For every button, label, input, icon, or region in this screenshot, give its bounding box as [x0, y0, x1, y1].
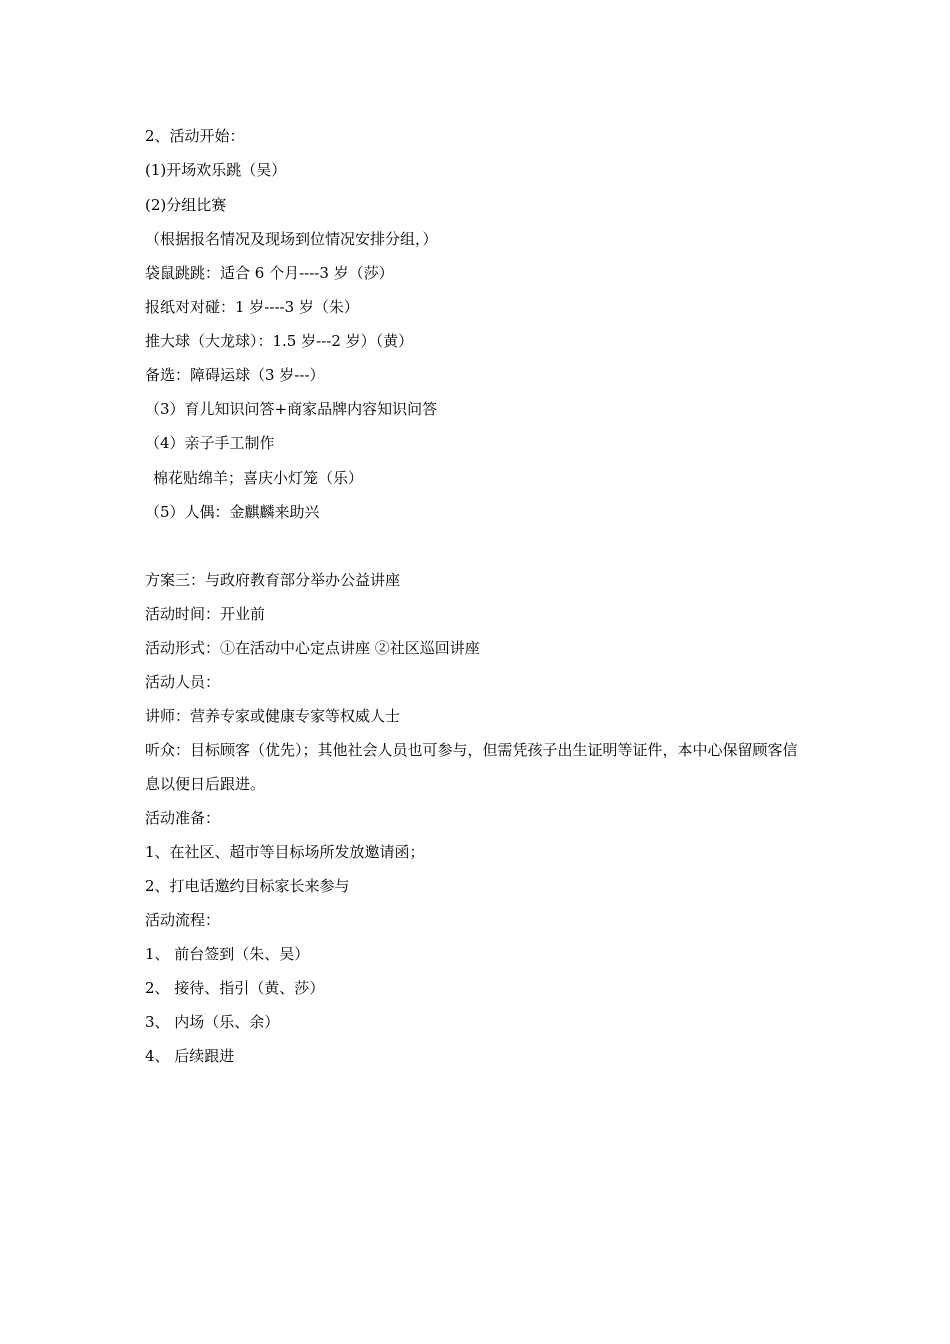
- newspaper-game-item: 报纸对对碰：1 岁----3 岁（朱）: [145, 298, 359, 316]
- process-step-3: 3、 内场（乐、余）: [145, 1013, 280, 1031]
- parenting-quiz-item: （3）育儿知识问答+商家品牌内容知识问答: [145, 400, 438, 418]
- preparation-step-1: 1、在社区、超市等目标场所发放邀请函；: [145, 843, 425, 861]
- plan-three-heading: 方案三：与政府教育部分举办公益讲座: [145, 571, 401, 589]
- process-step-4: 4、 后续跟进: [145, 1047, 235, 1065]
- process-step-2: 2、 接待、指引（黄、莎）: [145, 979, 325, 997]
- activity-time: 活动时间：开业前: [145, 605, 266, 623]
- activity-personnel: 活动人员：: [145, 673, 221, 691]
- mascot-item: （5）人偶：金麒麟来助兴: [145, 503, 320, 521]
- preparation-step-2: 2、打电话邀约目标家长来参与: [145, 877, 350, 895]
- activity-format: 活动形式：①在活动中心定点讲座 ②社区巡回讲座: [145, 639, 480, 657]
- lecturer-line: 讲师：营养专家或健康专家等权威人士: [145, 707, 401, 725]
- activity-start-heading: 2、活动开始：: [145, 127, 245, 145]
- process-step-1: 1、 前台签到（朱、吴）: [145, 945, 310, 963]
- audience-paragraph: 听众：目标顾客（优先）；其他社会人员也可参与，但需凭孩子出生证明等证件，本中心保留顾客信息以便日后跟进。: [145, 741, 798, 793]
- alternate-game-item: 备选：障碍运球（3 岁---）: [145, 366, 325, 384]
- handcraft-detail: 棉花贴绵羊；喜庆小灯笼（乐）: [153, 469, 364, 487]
- activity-preparation: 活动准备：: [145, 809, 221, 827]
- activity-process: 活动流程：: [145, 911, 221, 929]
- grouping-note: （根据报名情况及现场到位情况安排分组，）: [145, 230, 438, 248]
- handcraft-item: （4）亲子手工制作: [145, 434, 275, 452]
- push-ball-item: 推大球（大龙球）：1.5 岁---2 岁）（黄）: [145, 332, 414, 350]
- kangaroo-jump-item: 袋鼠跳跳：适合 6 个月----3 岁（莎）: [145, 264, 394, 282]
- group-competition-item: (2)分组比赛: [145, 196, 227, 214]
- opening-dance-item: (1)开场欢乐跳（吴）: [145, 161, 287, 179]
